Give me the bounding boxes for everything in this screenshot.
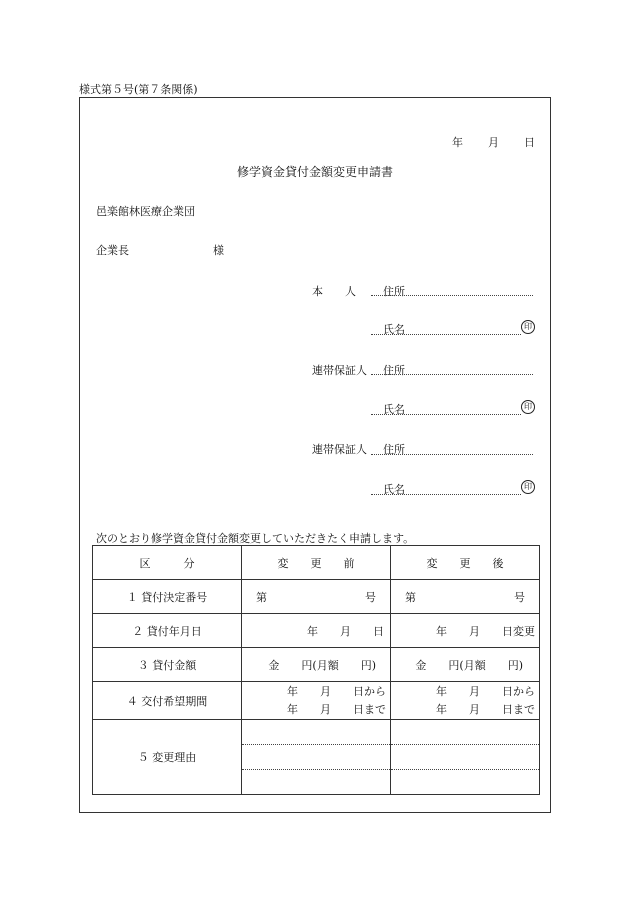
guarantor1-role: 連帯保証人 — [312, 364, 367, 377]
guarantor2-name-label: 氏名 — [383, 483, 405, 496]
applicant-seal-icon: 印 — [521, 320, 535, 334]
table-row-loan-amount — [93, 648, 540, 682]
after-suffix: 号 — [514, 590, 525, 604]
period-before-from: 年 月 日から — [287, 684, 386, 698]
row-label-period: ４ 交付希望期間 — [93, 682, 242, 720]
row-label-decision-number: １ 貸付決定番号 — [93, 580, 242, 614]
guarantor1-name-line[interactable] — [371, 414, 521, 415]
reason-after-cell[interactable] — [391, 720, 540, 795]
change-details-table — [92, 545, 540, 795]
guarantor1-address-line[interactable] — [371, 374, 533, 375]
loan-amount-after-cell[interactable]: 金 円(月額 円) — [391, 648, 540, 682]
guarantor2-address-label: 住所 — [383, 443, 405, 456]
table-header-row — [93, 546, 540, 580]
table-row-loan-date — [93, 614, 540, 648]
addressee-honorific: 様 — [213, 244, 224, 257]
period-before-cell[interactable] — [242, 682, 391, 720]
row-label-reason: ５ 変更理由 — [93, 720, 242, 795]
guarantor2-address-line[interactable] — [371, 454, 533, 455]
date-day: 日 — [524, 136, 535, 149]
applicant-name-line[interactable] — [371, 334, 521, 335]
guarantor2-role: 連帯保証人 — [312, 443, 367, 456]
decision-number-before-cell[interactable] — [242, 580, 391, 614]
form-number-label: 様式第５号(第７条関係) — [79, 83, 198, 96]
period-after-cell[interactable] — [391, 682, 540, 720]
table-row-period — [93, 682, 540, 720]
applicant-address-label: 住所 — [383, 285, 405, 298]
addressee-title: 企業長 — [96, 244, 129, 257]
row-label-loan-amount: ３ 貸付金額 — [93, 648, 242, 682]
before-suffix: 号 — [365, 590, 376, 604]
applicant-name-label: 氏名 — [383, 323, 405, 336]
table-row-reason — [93, 720, 540, 795]
loan-date-after-cell[interactable]: 年 月 日変更 — [391, 614, 540, 648]
date-month: 月 — [488, 136, 499, 149]
decision-number-after-cell[interactable] — [391, 580, 540, 614]
after-prefix: 第 — [405, 590, 416, 604]
period-after-to: 年 月 日まで — [436, 702, 535, 716]
before-prefix: 第 — [256, 590, 267, 604]
table-row-decision-number — [93, 580, 540, 614]
row-label-loan-date: ２ 貸付年月日 — [93, 614, 242, 648]
loan-date-before-cell[interactable]: 年 月 日 — [242, 614, 391, 648]
guarantor1-address-label: 住所 — [383, 364, 405, 377]
reason-before-cell[interactable] — [242, 720, 391, 795]
guarantor1-name-label: 氏名 — [383, 403, 405, 416]
period-after-from: 年 月 日から — [436, 684, 535, 698]
guarantor2-seal-icon: 印 — [521, 480, 535, 494]
period-before-to: 年 月 日まで — [287, 702, 386, 716]
document-title: 修学資金貸付金額変更申請書 — [236, 165, 393, 179]
request-statement: 次のとおり修学資金貸付金額変更していただきたく申請します。 — [96, 532, 415, 545]
header-category: 区 分 — [93, 546, 242, 580]
loan-amount-before-cell[interactable]: 金 円(月額 円) — [242, 648, 391, 682]
organization-name: 邑楽館林医療企業団 — [96, 205, 195, 218]
applicant-role: 本 人 — [312, 285, 356, 298]
guarantor2-name-line[interactable] — [371, 494, 521, 495]
header-before: 変 更 前 — [242, 546, 391, 580]
date-year: 年 — [452, 136, 463, 149]
applicant-address-line[interactable] — [371, 295, 533, 296]
header-after: 変 更 後 — [391, 546, 540, 580]
guarantor1-seal-icon: 印 — [521, 400, 535, 414]
